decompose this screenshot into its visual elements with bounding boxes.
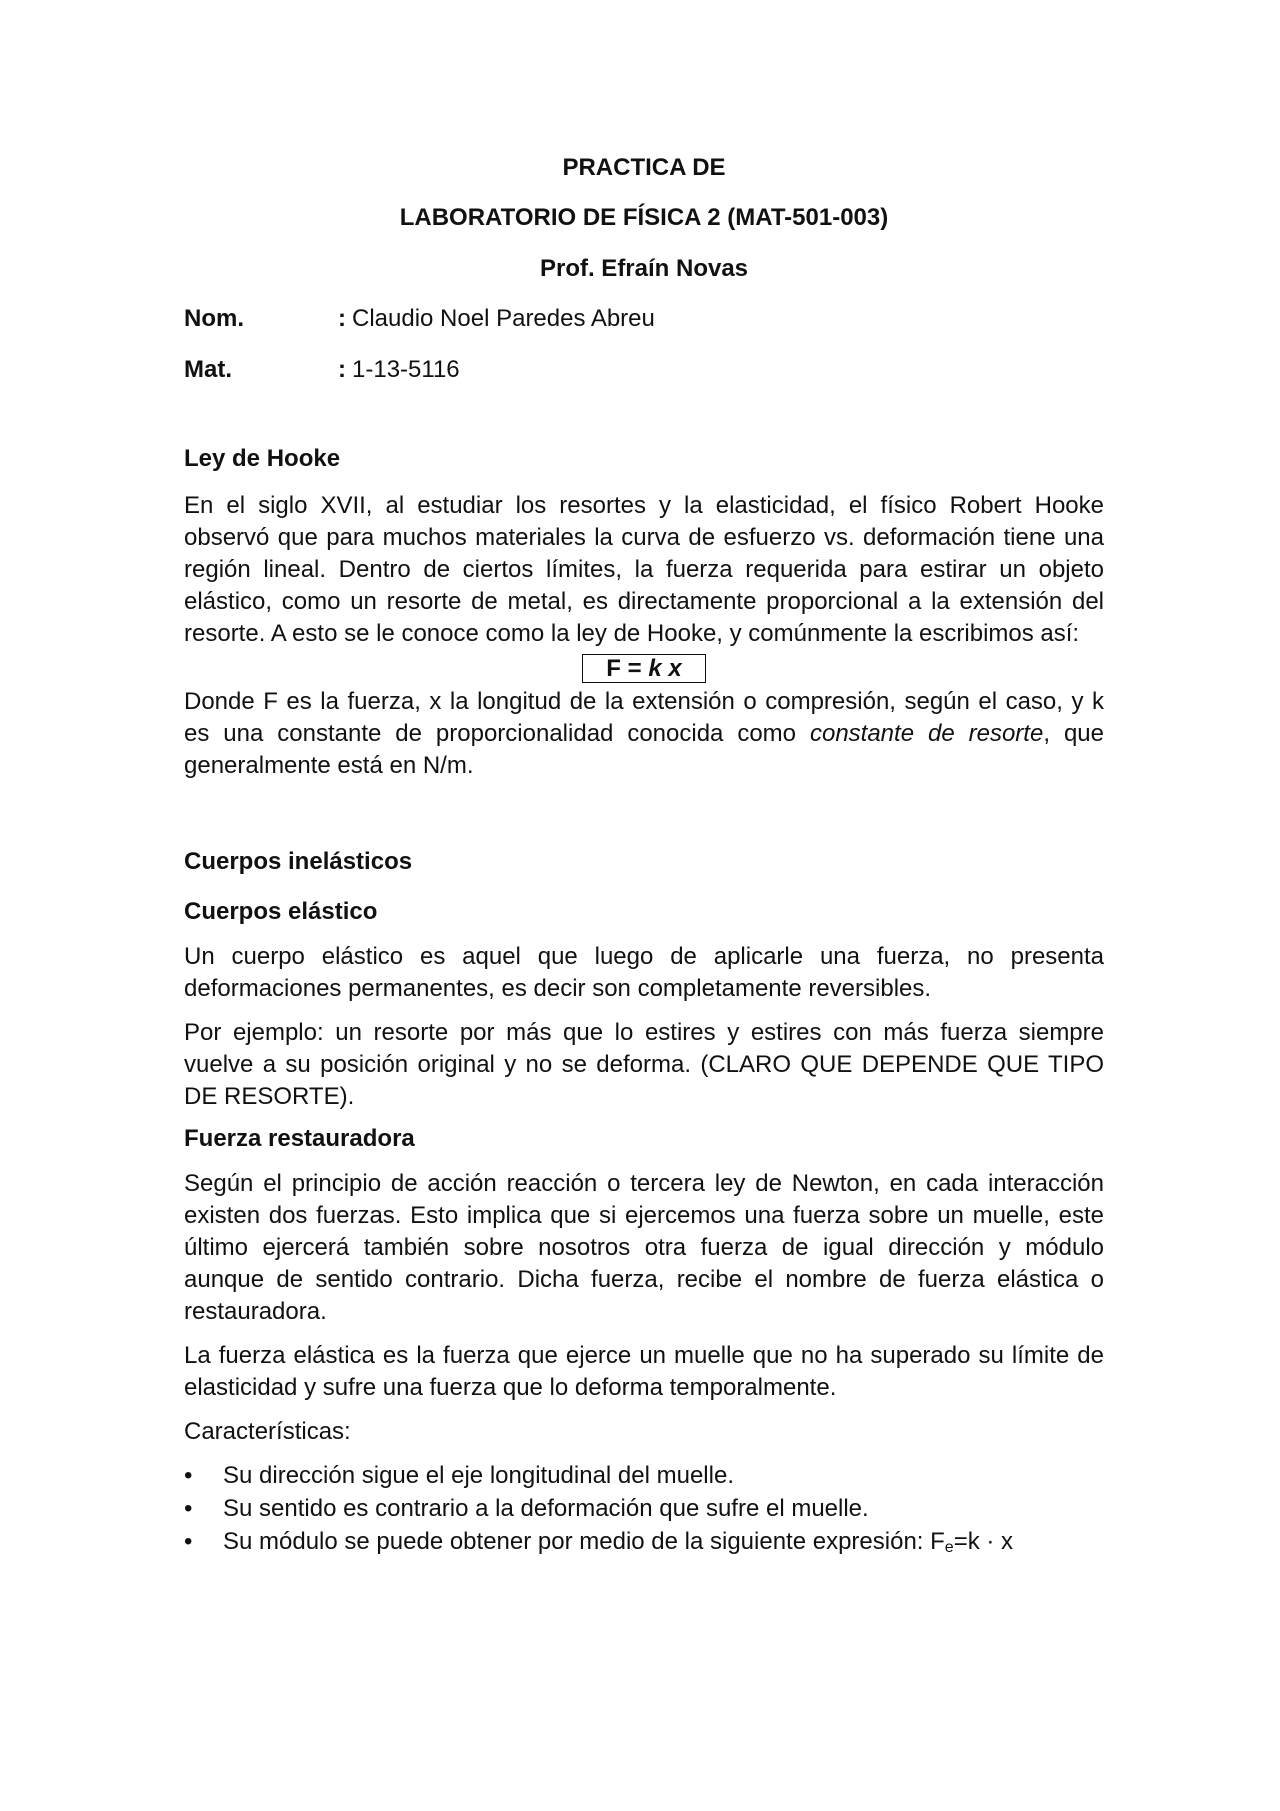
- constant-term: constante de resorte: [809, 720, 1044, 747]
- restoring-paragraph-2: La fuerza elástica es la fuerza que ejerce un muelle que no ha superado su límite de elasticidad y sufre una fuerza que lo deforma temporalmente.: [184, 1342, 1104, 1401]
- bullet-icon: •: [184, 1528, 193, 1555]
- formula-box: [582, 654, 706, 683]
- formula-f: F =: [606, 655, 642, 682]
- hooke-paragraph: En el siglo XVII, al estudiar los resortes y la elasticidad, el físico Robert Hooke observó que para muchos materiales la curva de esfuerzo vs. deformación tiene una región lineal. Dentro de ciertos límites, la fuerza requerida para estirar un objeto elástico, como un resorte de metal, es directamente proporcional a la extensión del resorte. A esto se le conoce como la ley de Hooke, y comúnmente la escribimos así:: [184, 492, 1104, 647]
- title-course: LABORATORIO DE FÍSICA 2 (MAT-501-003): [399, 204, 889, 231]
- restoring-force-heading: Fuerza restauradora: [184, 1125, 415, 1152]
- characteristics-label: Características:: [184, 1418, 351, 1445]
- bullet-icon: •: [184, 1495, 193, 1522]
- list-item: [184, 1492, 1104, 1525]
- list-item-text: Su módulo se puede obtener por medio de la siguiente expresión: F: [223, 1528, 945, 1555]
- name-value: Claudio Noel Paredes Abreu: [352, 305, 655, 332]
- list-item-text: Su sentido es contrario a la deformación que sufre el muelle.: [223, 1495, 869, 1522]
- characteristics-list: [184, 1459, 1104, 1564]
- inelastic-heading: Cuerpos inelásticos: [184, 848, 413, 875]
- hooke-formula: [184, 654, 1104, 686]
- matricula-label: Mat.: [184, 356, 232, 383]
- list-item: [184, 1459, 1104, 1492]
- elastic-paragraph-1: Un cuerpo elástico es aquel que luego de aplicarle una fuerza, no presenta deformaciones permanentes, es decir son completamente reversibles.: [184, 943, 1104, 1002]
- list-item: [184, 1525, 1104, 1564]
- matricula-value: 1-13-5116: [352, 356, 460, 383]
- restoring-paragraph-1: Según el principio de acción reacción o tercera ley de Newton, en cada interacción existen dos fuerzas. Esto implica que si ejercemos una fuerza sobre un muelle, este último ejercerá también sobre nosotros otra fuerza de igual dirección y módulo aunque de sentido contrario. Dicha fuerza, recibe el nombre de fuerza elástica o restauradora.: [184, 1170, 1104, 1325]
- name-colon: :: [338, 305, 346, 332]
- title-professor: Prof. Efraín Novas: [539, 255, 749, 282]
- elastic-heading: Cuerpos elástico: [184, 898, 378, 925]
- elastic-paragraph-2: Por ejemplo: un resorte por más que lo estires y estires con más fuerza siempre vuelve a su posición original y no se deforma. (CLARO QUE DEPENDE QUE TIPO DE RESORTE).: [184, 1019, 1104, 1110]
- subscript-e: e: [944, 1539, 954, 1556]
- hooke-explanation-text: Donde F es la fuerza, x la longitud de la extensión o compresión, según el caso, y k es una constante de proporcionalidad conocida como: [184, 688, 1104, 747]
- hooke-heading: Ley de Hooke: [184, 445, 341, 472]
- hooke-explanation-tail: , que generalmente está en N/m.: [184, 720, 1104, 779]
- hooke-explanation: [184, 686, 1104, 782]
- formula-tail: =k · x: [953, 1528, 1014, 1555]
- title-practica: PRACTICA DE: [562, 154, 726, 181]
- document-page: [184, 150, 1104, 1564]
- name-label: Nom.: [184, 305, 244, 332]
- matricula-colon: :: [338, 356, 346, 383]
- name-field-row: [184, 305, 1104, 333]
- list-item-text: Su dirección sigue el eje longitudinal del muelle.: [223, 1462, 734, 1489]
- matricula-field-row: [184, 356, 1104, 384]
- formula-kx: k x: [648, 655, 682, 682]
- bullet-icon: •: [184, 1462, 193, 1489]
